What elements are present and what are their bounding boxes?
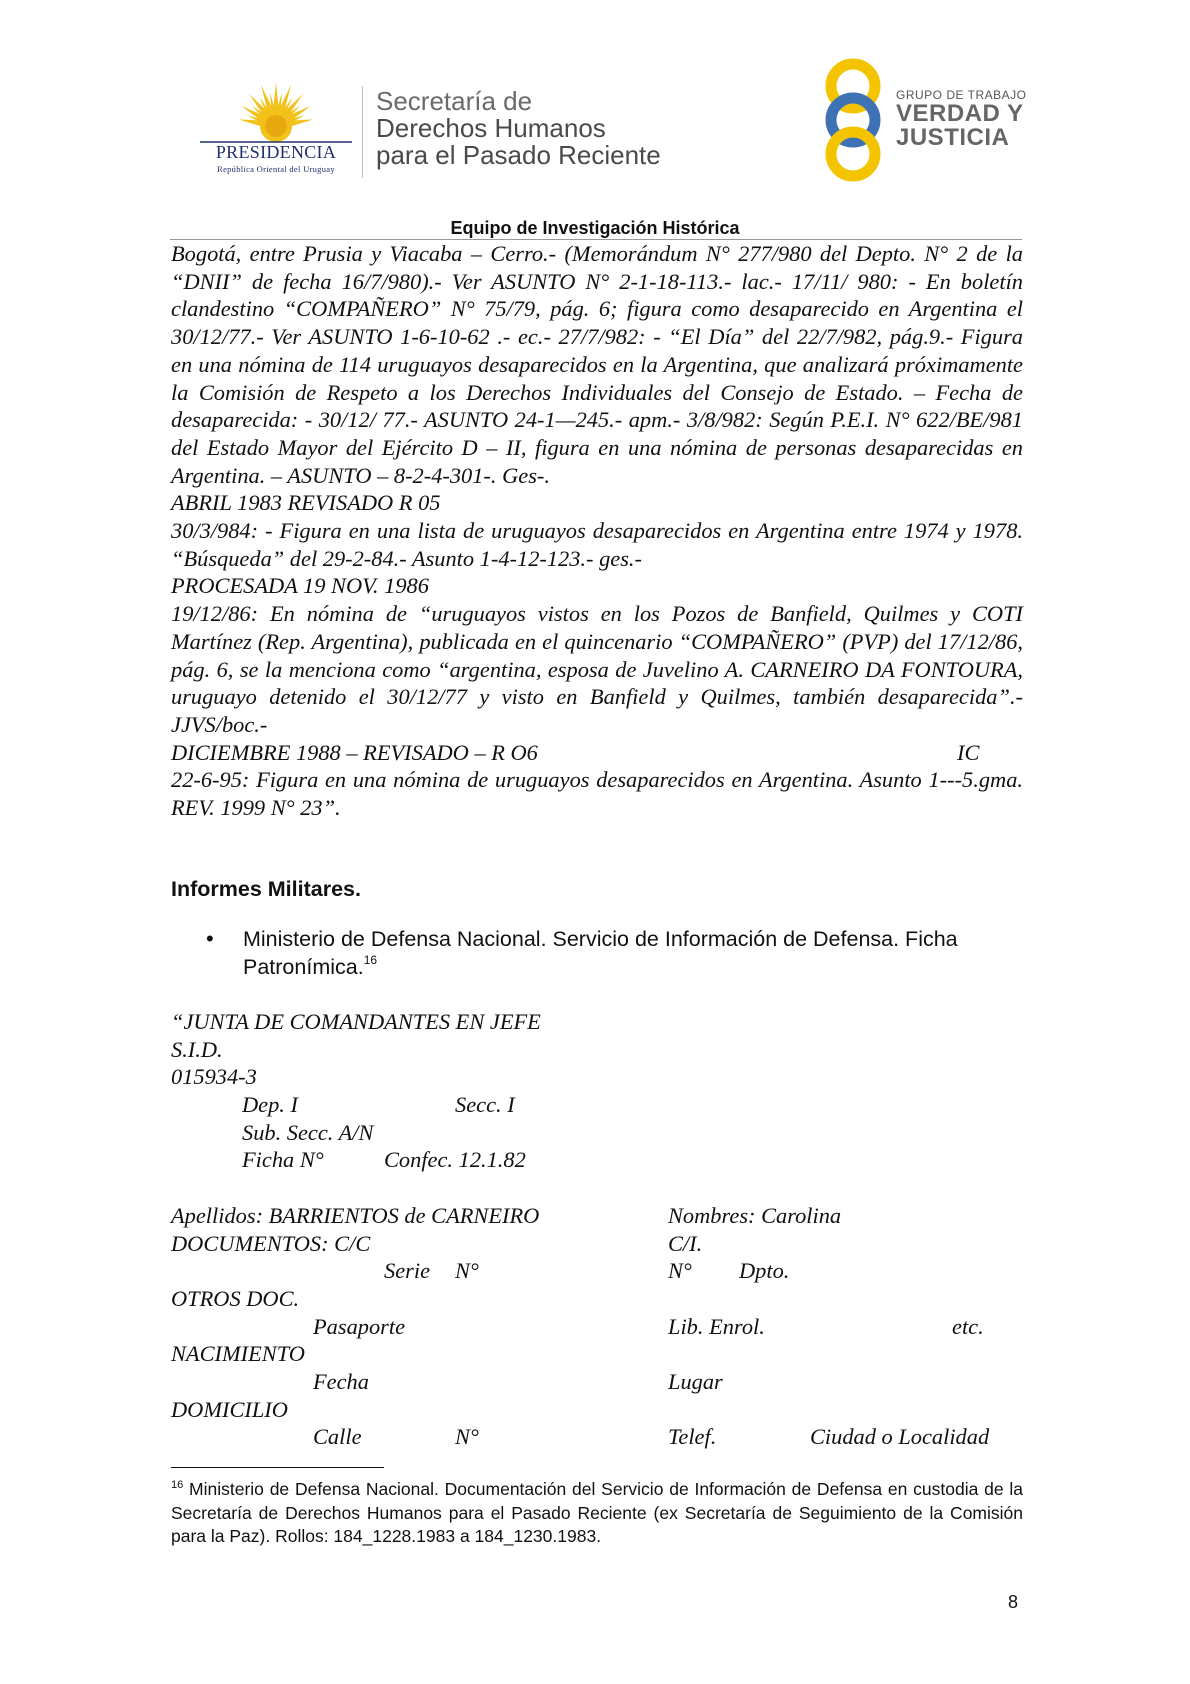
line-diciembre-ic: IC (957, 739, 980, 765)
ficha-n3: N° (455, 1424, 479, 1450)
ficha-calle: Calle (313, 1424, 362, 1450)
ficha-junta: “JUNTA DE COMANDANTES EN JEFE (171, 1009, 541, 1034)
bullet-item-text: Ministerio de Defensa Nacional. Servicio de Información de Defensa. Ficha Patronímica. (243, 927, 958, 979)
ficha-block (171, 1008, 1023, 1451)
report-text (171, 240, 1023, 822)
paragraph-1: Bogotá, entre Prusia y Viacaba – Cerro.- (Memorándum N° 277/980 del Depto. N° 2 de la “DNII” de fecha 16/7/980).- Ver ASUNTO N° 2-1-18-113.- lac.- 17/11/ 980: - En boletín clandestino “COMPAÑERO” N° 75/79, pág. 6; figura como desaparecido en Argentina el 30/12/77.- Ver ASUNTO 1-6-10-62 .- ec.- 27/7/982: - “El Día” del 22/7/982, pág.9.- Figura en una nómina de 114 uruguayos desaparecidos en la Argentina, que analizará próximamente la Comisión de Respeto a los Derechos Individuales del Consejo de Estado. – Fecha de desaparecida: - 30/12/ 77.- ASUNTO 24-1—245.- apm.- 3/8/982: Según P.E.I. N° 622/BE/981 del Estado Mayor del Ejército D – II, figura en una nómina de personas desaparecidas en Argentina. – ASUNTO – 8-2-4-301-. Ges-. (171, 241, 1023, 488)
paragraph-2: 30/3/984: - Figura en una lista de uruguayos desaparecidos en Argentina entre 1974 y 1978. “Búsqueda” del 29-2-84.- Asunto 1-4-12-123.- ges.- (171, 518, 1023, 571)
ficha-n2: N° (668, 1258, 692, 1284)
ficha-lugar: Lugar (668, 1368, 723, 1394)
ficha-subsecc: Sub. Secc. A/N (242, 1119, 374, 1145)
ficha-dpto: Dpto. (739, 1258, 790, 1284)
bullet-dot: • (206, 926, 214, 951)
ficha-pasaporte: Pasaporte (313, 1313, 406, 1339)
presidencia-logo (196, 80, 356, 180)
ficha-sid: S.I.D. (171, 1036, 223, 1062)
header-divider (362, 86, 363, 178)
ficha-otros-doc: OTROS DOC. (171, 1285, 300, 1311)
secretaria-line2: Derechos Humanos (376, 113, 606, 143)
ficha-confec: Confec. 12.1.82 (384, 1147, 526, 1173)
ficha-lib-enrol: Lib. Enrol. (668, 1313, 765, 1339)
vyj-line2: JUSTICIA (896, 124, 1010, 151)
ficha-apellidos: Apellidos: BARRIENTOS de CARNEIRO (171, 1202, 540, 1228)
paragraph-3: 19/12/86: En nómina de “uruguayos vistos en los Pozos de Banfield, Quilmes y COTI Martínez (Rep. Argentina), publicada en el quincenario “COMPAÑERO” (PVP) del 17/12/86, pág. 6, se la menciona como “argentina, esposa de Juvelino A. CARNEIRO DA FONTOURA, uruguayo detenido el 30/12/77 y visto en Banfield y Quilmes, también desaparecida”.- JJVS/boc.- (171, 601, 1023, 737)
bullet-item (243, 925, 1023, 981)
line-procesada: PROCESADA 19 NOV. 1986 (171, 573, 429, 599)
ficha-numero: 015934-3 (171, 1064, 257, 1090)
presidencia-sub: República Oriental del Uruguay (217, 164, 335, 174)
ficha-domicilio: DOMICILIO (171, 1396, 288, 1422)
ficha-nombres: Nombres: Carolina (668, 1202, 842, 1228)
vyj-small-label: GRUPO DE TRABAJO (896, 88, 1027, 102)
ficha-ci: C/I. (668, 1230, 703, 1256)
ficha-ficha: Ficha N° (242, 1147, 324, 1173)
line-diciembre: DICIEMBRE 1988 – REVISADO – R O6 (171, 739, 538, 765)
secretaria-line1: Secretaría de (376, 86, 533, 116)
ficha-documentos: DOCUMENTOS: C/C (171, 1230, 371, 1256)
page-number: 8 (1008, 1592, 1019, 1612)
footnote-separator (171, 1467, 384, 1468)
ficha-serie: Serie (384, 1258, 431, 1284)
footnote (171, 1478, 1023, 1549)
ficha-n1: N° (455, 1258, 479, 1284)
ficha-fecha: Fecha (313, 1368, 369, 1394)
secretaria-title (376, 88, 661, 169)
ficha-nacimiento: NACIMIENTO (171, 1341, 305, 1367)
team-title: Equipo de Investigación Histórica (450, 218, 740, 238)
line-diciembre-row (171, 739, 1023, 767)
paragraph-4: 22-6-95: Figura en una nómina de uruguayos desaparecidos en Argentina. Asunto 1---5.gma. REV. 1999 N° 23”. (171, 767, 1023, 821)
ficha-dep: Dep. I (242, 1092, 298, 1118)
footnote-text: Ministerio de Defensa Nacional. Documentación del Servicio de Información de Defensa en custodia de la Secretaría de Derechos Humanos para el Pasado Reciente (ex Secretaría de Seguimiento de la Comisión para la Paz). Rollos: 184_1228.1983 a 184_1230.1983. (171, 1479, 1023, 1546)
sun-icon (196, 80, 356, 144)
secretaria-line3: para el Pasado Reciente (376, 140, 661, 170)
footnote-ref[interactable]: 16 (363, 953, 378, 967)
ficha-ciudad: Ciudad o Localidad (810, 1424, 990, 1450)
ficha-telef: Telef. (668, 1424, 717, 1450)
verdad-justicia-logo (818, 56, 1027, 184)
line-abril: ABRIL 1983 REVISADO R 05 (171, 490, 441, 516)
vyj-title (896, 102, 1024, 150)
rings-icon (818, 56, 888, 184)
section-heading: Informes Militares. (171, 877, 361, 901)
presidencia-label: PRESIDENCIA (215, 142, 337, 162)
ficha-secc: Secc. I (455, 1092, 515, 1118)
vyj-line1: VERDAD Y (896, 100, 1024, 127)
ficha-etc: etc. (952, 1313, 984, 1339)
footnote-number: 16 (171, 1479, 184, 1491)
